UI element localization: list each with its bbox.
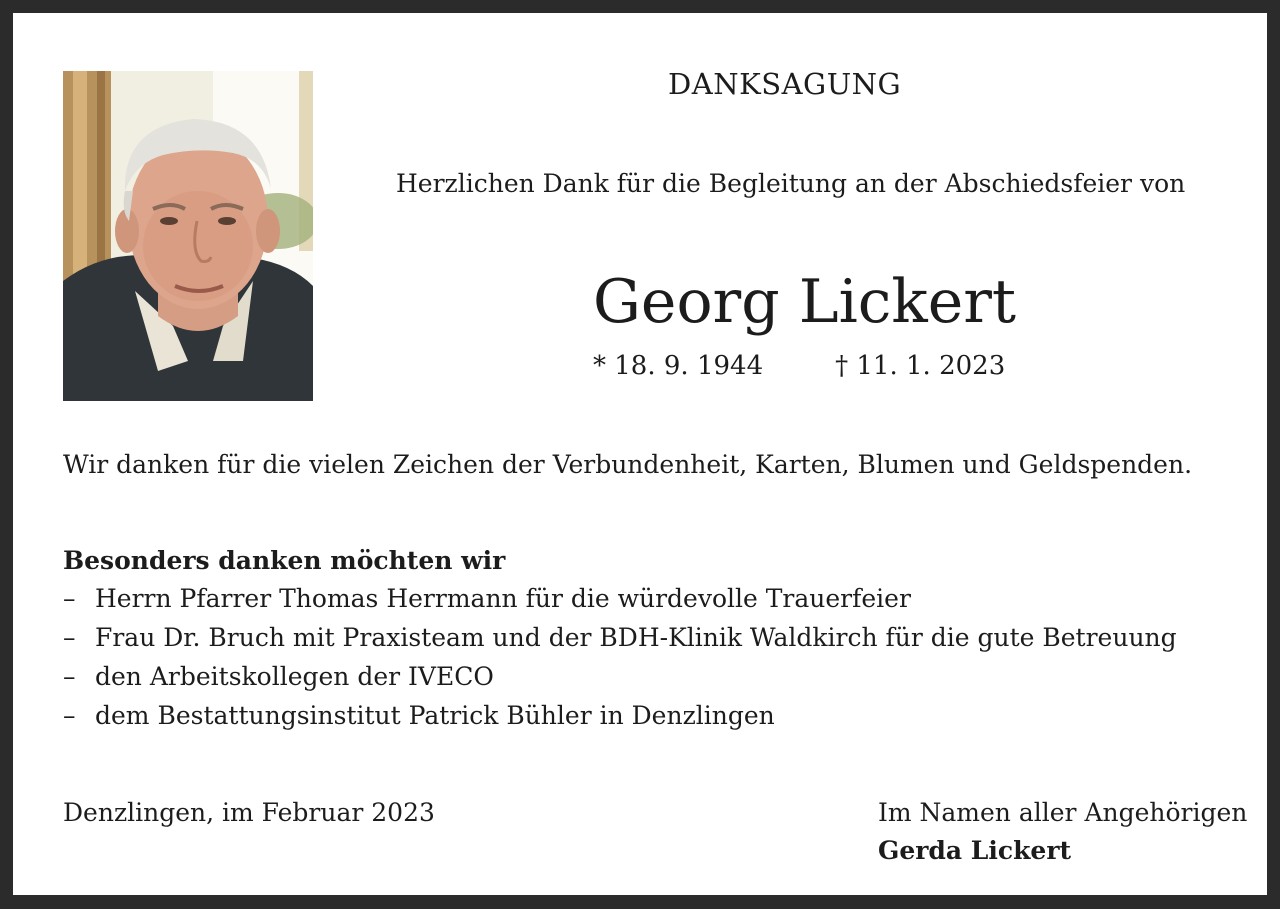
life-dates — [593, 351, 1005, 381]
list-marker: – — [63, 701, 76, 730]
list-item — [63, 622, 1177, 661]
list-item — [63, 661, 1177, 700]
special-thanks-heading: Besonders danken möchten wir — [63, 546, 506, 575]
list-marker: – — [63, 623, 76, 652]
deceased-name: Georg Lickert — [593, 267, 1017, 337]
portrait-photo — [63, 71, 313, 401]
death-date: † 11. 1. 2023 — [835, 351, 1006, 381]
signature-name: Gerda Lickert — [878, 836, 1072, 865]
list-item — [63, 583, 1177, 622]
list-item-text: Frau Dr. Bruch mit Praxisteam und der BDH-Klinik Waldkirch für die gute Betreuung — [95, 623, 1177, 652]
signature-line: Im Namen aller Angehörigen — [878, 798, 1248, 827]
list-item-text: Herrn Pfarrer Thomas Herrmann für die würdevolle Trauerfeier — [95, 584, 911, 613]
list-marker: – — [63, 584, 76, 613]
list-item-text: dem Bestattungsinstitut Patrick Bühler in Denzlingen — [95, 701, 775, 730]
intro-text: Herzlichen Dank für die Begleitung an der Abschiedsfeier von — [396, 169, 1186, 198]
list-item-text: den Arbeitskollegen der IVECO — [95, 662, 494, 691]
place-date: Denzlingen, im Februar 2023 — [63, 798, 435, 827]
notice-heading: DANKSAGUNG — [668, 67, 902, 101]
obituary-card — [13, 13, 1267, 895]
list-item — [63, 700, 1177, 739]
special-thanks-list — [63, 583, 1177, 739]
birth-date: * 18. 9. 1944 — [593, 351, 764, 381]
list-marker: – — [63, 662, 76, 691]
thanks-text: Wir danken für die vielen Zeichen der Verbundenheit, Karten, Blumen und Geldspenden. — [63, 450, 1193, 479]
